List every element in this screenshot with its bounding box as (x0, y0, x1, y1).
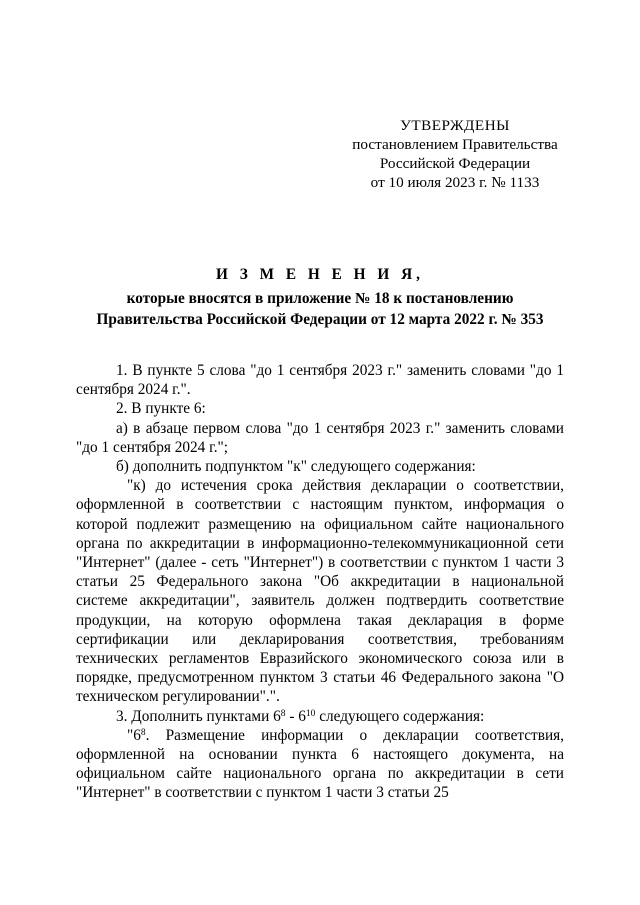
item-3-text: - 6 (285, 707, 306, 725)
document-body (76, 361, 564, 803)
item-2-a: а) в абзаце первом слова "до 1 сентября 2023 г." заменить словами "до 1 сентября 2024 г."; (76, 419, 564, 456)
approval-block (340, 116, 570, 192)
approval-heading: УТВЕРЖДЕНЫ (400, 117, 510, 134)
item-3-quote (76, 726, 564, 803)
document-title: И З М Е Н Е Н И Я, (216, 266, 424, 283)
approval-line: Российской Федерации (379, 155, 531, 172)
item-2-b-quote: "к) до истечения срока действия декларации о соответствии, оформленной в соответствии с настоящим пунктом, информация о которой подлежит размещению на официальном сайте национального органа по аккредитации в информационно-телекоммуникационной сети "Интернет" (далее - сеть "Интернет") в соответствии с пунктом 1 части 3 статьи 25 Федерального закона "Об аккредитации в национальной системе аккредитации", заявитель должен подтвердить соответствие продукции, на которую оформлена такая декларация в форме сертификации или декларирования соответствия, требованиям технических регламентов Евразийского экономического союза или в порядке, предусмотренном пунктом 3 статьи 46 Федерального закона "О техническом регулировании".". (76, 477, 564, 706)
item-2-b: б) дополнить подпунктом "к" следующего содержания: (116, 458, 476, 476)
item-1: 1. В пункте 5 слова "до 1 сентября 2023 г." заменить словами "до 1 сентября 2024 г.". (76, 362, 564, 399)
document-subtitle (80, 289, 560, 330)
quote-text: . Размещение информации о декларации соответствия, оформленной на основании пункта 6 настоящего документа, на официальном сайте национального органа по аккредитации в сети "Интернет" в соответствии с пунктом 1 части 3 статьи 25 (76, 726, 564, 802)
item-3-text: 3. Дополнить пунктами 6 (116, 707, 281, 725)
subtitle-line: которые вносятся в приложение № 18 к постановлению (126, 290, 514, 307)
item-2: 2. В пункте 6: (116, 400, 206, 418)
item-3 (76, 707, 564, 726)
superscript: 8 (280, 708, 286, 719)
superscript: 10 (305, 708, 316, 719)
approval-line: постановлением Правительства (352, 136, 558, 153)
approval-date: от 10 июля 2023 г. № 1133 (370, 174, 540, 191)
superscript: 8 (140, 727, 146, 738)
quote-text: "6 (127, 726, 141, 744)
subtitle-line: Правительства Российской Федерации от 12 марта 2022 г. № 353 (96, 310, 544, 328)
item-3-text: следующего содержания: (315, 707, 485, 725)
